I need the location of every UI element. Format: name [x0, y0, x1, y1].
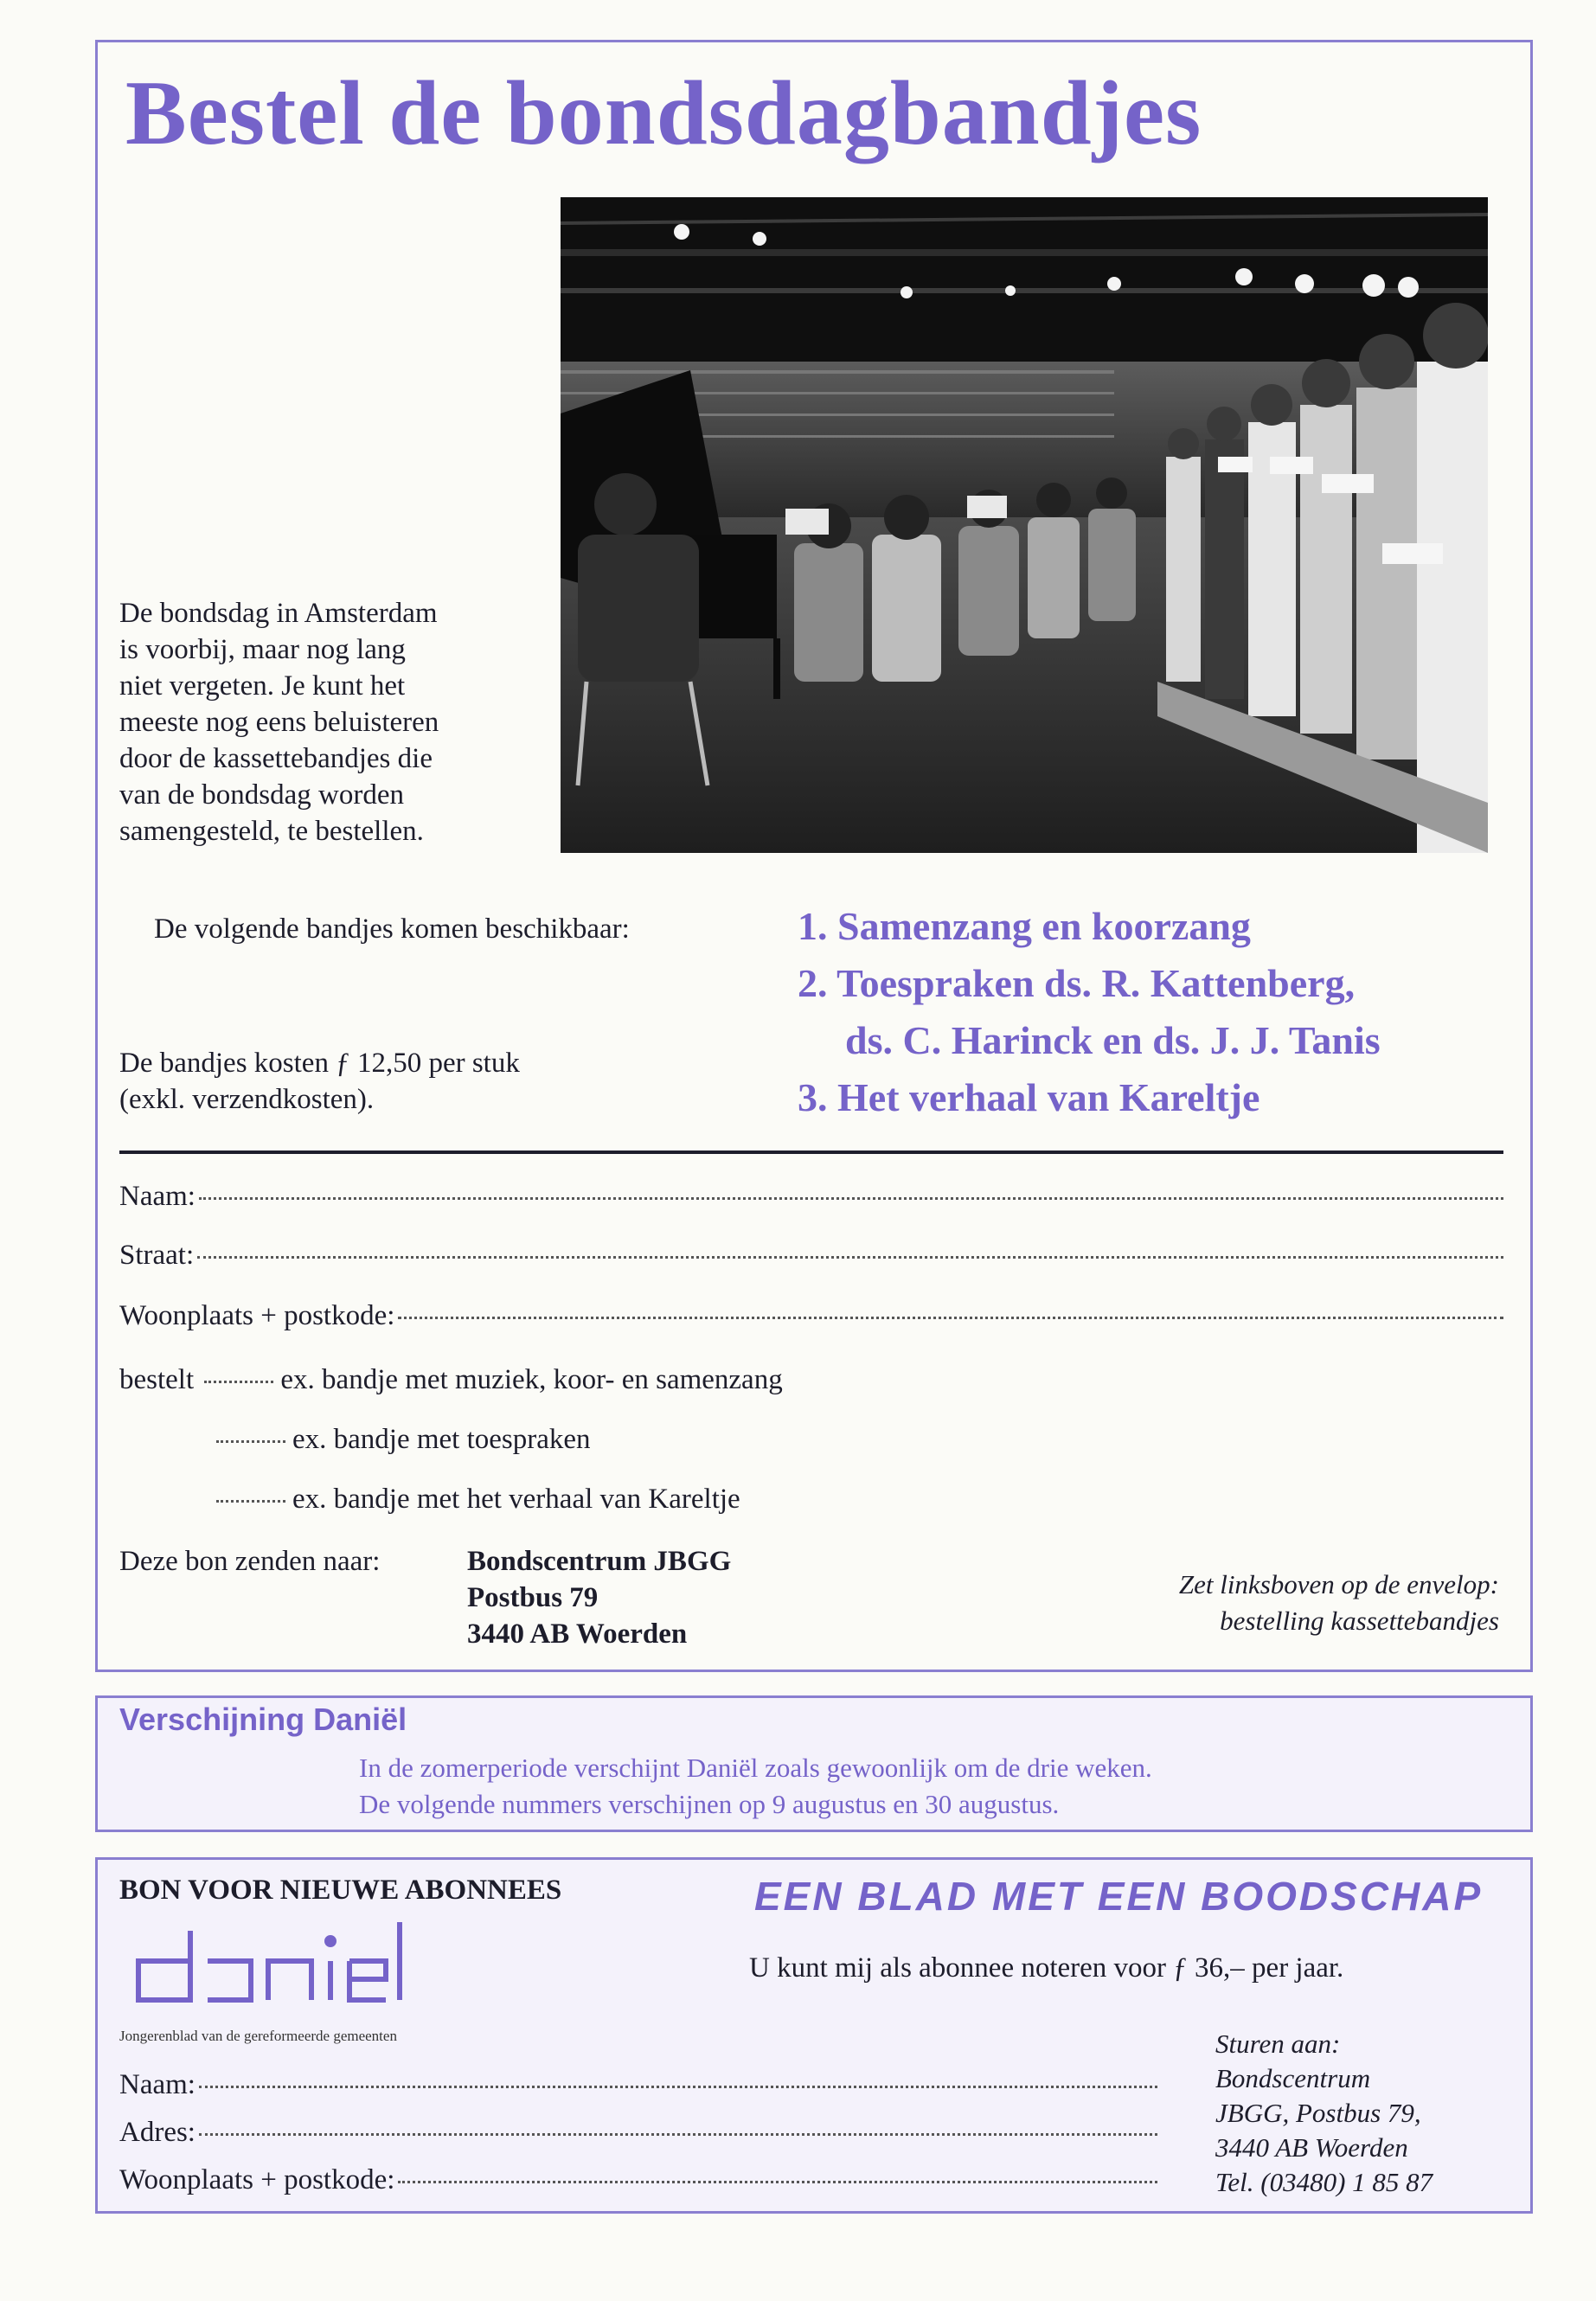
intro-line: meeste nog eens beluisteren — [119, 707, 439, 738]
address-line: Bondscentrum JBGG — [467, 1546, 732, 1577]
subscriber-address-field[interactable] — [119, 2117, 1157, 2149]
subscriber-name-line[interactable] — [199, 2086, 1157, 2088]
tape-list — [798, 898, 1381, 1126]
city-label: Woonplaats + postkode: — [119, 1300, 395, 1331]
page-title: Bestel de bondsdagbandjes — [125, 62, 1202, 163]
order-option-label: ex. bandje met muziek, koor- en samenzang — [280, 1364, 783, 1395]
intro-text — [119, 595, 535, 849]
subscriber-city-label: Woonplaats + postkode: — [119, 2164, 395, 2195]
subscriber-city-field[interactable] — [119, 2164, 1157, 2196]
street-label: Straat: — [119, 1240, 195, 1271]
orders-prefix: bestelt — [119, 1364, 195, 1395]
tape-item-1: 1. Samenzang en koorzang — [798, 904, 1251, 948]
address-line: 3440 AB Woerden — [467, 1618, 688, 1650]
send-to-line: JBGG, Postbus 79, — [1215, 2098, 1421, 2128]
intro-line: is voorbij, maar nog lang — [119, 634, 406, 665]
intro-line: De bondsdag in Amsterdam — [119, 598, 438, 629]
subscriber-city-line[interactable] — [398, 2181, 1157, 2183]
subscription-offer: U kunt mij als abonnee noteren voor ƒ 36,– per jaar. — [749, 1952, 1344, 1984]
city-field[interactable] — [119, 1300, 1503, 1332]
price-line: (exkl. verzendkosten). — [119, 1084, 375, 1115]
intro-line: van de bondsdag worden — [119, 779, 405, 811]
daniel-logo — [130, 1913, 407, 2016]
send-to-label: Deze bon zenden naar: — [119, 1546, 381, 1577]
subscriber-address-label: Adres: — [119, 2117, 195, 2148]
send-address — [467, 1543, 731, 1652]
quantity-blank[interactable] — [216, 1440, 285, 1443]
name-field[interactable] — [119, 1181, 1503, 1213]
quantity-blank[interactable] — [216, 1500, 285, 1503]
envelope-note-line: bestelling kassettebandjes — [1220, 1606, 1499, 1636]
name-label: Naam: — [119, 1181, 195, 1212]
send-to-block — [1215, 2027, 1433, 2200]
address-line: Postbus 79 — [467, 1582, 599, 1613]
order-option-1 — [119, 1362, 783, 1398]
notice-line: De volgende nummers verschijnen op 9 augustus en 30 augustus. — [359, 1789, 1060, 1819]
envelope-note — [1179, 1567, 1499, 1639]
subscriber-name-field[interactable] — [119, 2069, 1157, 2101]
tape-item-3: 3. Het verhaal van Kareltje — [798, 1075, 1260, 1119]
order-option-label: ex. bandje met toespraken — [292, 1424, 591, 1455]
subscription-heading: BON VOOR NIEUWE ABONNEES — [119, 1875, 562, 1906]
available-label: De volgende bandjes komen beschikbaar: — [154, 913, 630, 945]
divider — [119, 1150, 1503, 1154]
envelope-note-line: Zet linksboven op de envelop: — [1178, 1569, 1499, 1599]
intro-line: niet vergeten. Je kunt het — [119, 670, 406, 702]
tape-item-2: 2. Toespraken ds. R. Kattenberg, — [798, 961, 1356, 1005]
subscriber-address-line[interactable] — [199, 2133, 1157, 2136]
logo-subtitle: Jongerenblad van de gereformeerde gemeenten — [119, 2028, 397, 2044]
send-to-line: Sturen aan: — [1215, 2029, 1341, 2059]
intro-line: samengesteld, te bestellen. — [119, 816, 424, 847]
intro-line: door de kassettebandjes die — [119, 743, 433, 774]
send-to-line: Bondscentrum — [1215, 2063, 1371, 2093]
notice-line: In de zomerperiode verschijnt Daniël zoals gewoonlijk om de drie weken. — [359, 1753, 1152, 1783]
city-input-line[interactable] — [398, 1317, 1503, 1319]
choir-photo — [561, 197, 1488, 853]
notice-title: Verschijning Daniël — [119, 1702, 407, 1737]
tape-item-2-continued: ds. C. Harinck en ds. J. J. Tanis — [845, 1018, 1381, 1062]
send-to-line: Tel. (03480) 1 85 87 — [1215, 2167, 1433, 2197]
send-to-line: 3440 AB Woerden — [1215, 2132, 1408, 2163]
street-input-line[interactable] — [197, 1256, 1503, 1259]
price-text — [119, 1045, 520, 1118]
street-field[interactable] — [119, 1240, 1503, 1272]
order-option-3 — [216, 1481, 740, 1517]
name-input-line[interactable] — [199, 1197, 1503, 1200]
price-line: De bandjes kosten ƒ 12,50 per stuk — [119, 1048, 520, 1079]
quantity-blank[interactable] — [204, 1381, 273, 1383]
order-option-2 — [216, 1421, 591, 1458]
subscriber-name-label: Naam: — [119, 2069, 195, 2100]
slogan: EEN BLAD MET EEN BOODSCHAP — [754, 1874, 1484, 1919]
order-option-label: ex. bandje met het verhaal van Kareltje — [292, 1484, 740, 1515]
notice-text — [359, 1750, 1152, 1823]
